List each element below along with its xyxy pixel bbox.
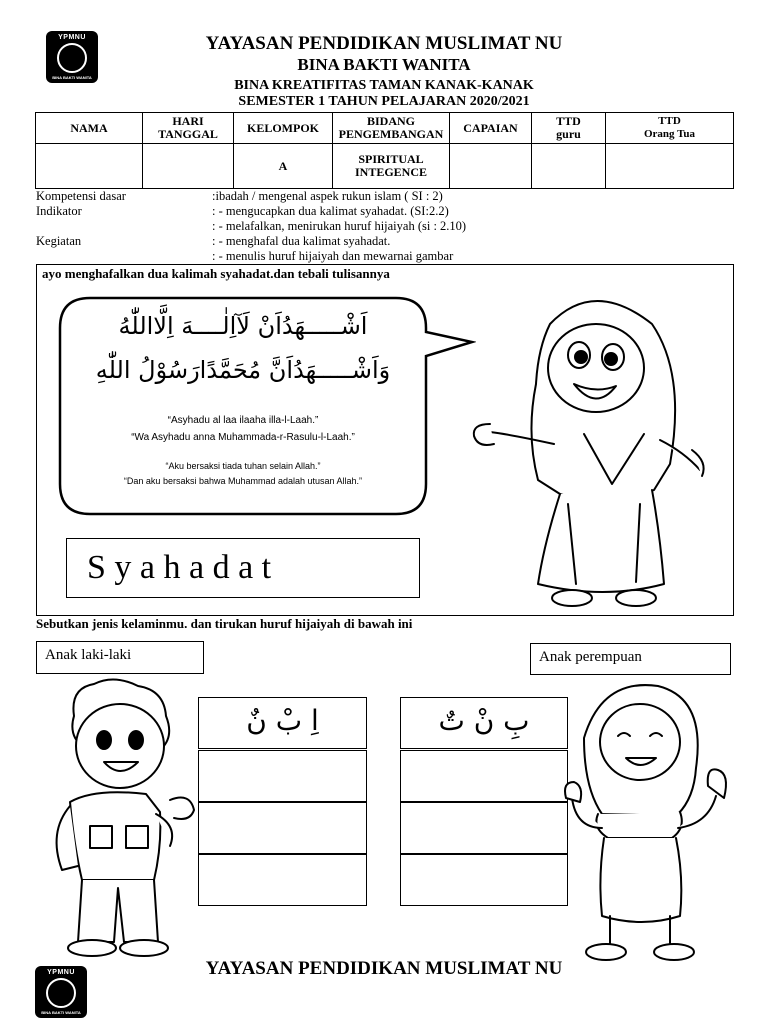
girl-illustration (562, 678, 734, 964)
boy-practice-box-2[interactable] (198, 802, 367, 854)
col-capaian: CAPAIAN (450, 113, 532, 144)
boy-illustration (34, 676, 196, 958)
kompetensi-value: :ibadah / mengenal aspek rukun islam ( SI : 2) (212, 189, 443, 203)
arabic-syahadat-2: وَاَشْـــــهَدُاَنَّ مُحَمَّدًارَسُوْلُ اللّٰهِ (95, 356, 391, 384)
col-ttd-label: TTD (556, 114, 581, 128)
institution-title: BINA BAKTI WANITA (297, 55, 471, 74)
foundation-title: YAYASAN PENDIDIKAN MUSLIMAT NU (205, 33, 563, 54)
cell-hari-tanggal[interactable] (143, 144, 234, 189)
col-ttd-ortu-label: TTD (658, 115, 681, 127)
bidang-value-2: INTEGENCE (354, 165, 428, 179)
bidang-value-1: SPIRITUAL (358, 152, 424, 166)
arabic-bintun: بِ نْ تٌ (438, 704, 530, 737)
meaning-syahadat-2: “Dan aku bersaksi bahwa Muhammad adalah utusan Allah.” (123, 476, 363, 486)
col-tanggal-label: TANGGAL (158, 127, 218, 141)
col-ttd-ortu (606, 113, 734, 144)
arabic-ibnun-box (198, 697, 367, 749)
logo-text: YPMNU (58, 34, 86, 41)
col-kelompok: KELOMPOK (234, 113, 333, 144)
trace-word: S y a h a d a t (87, 549, 272, 586)
latin-syahadat-2: “Wa Asyhadu anna Muhammada-r-Rasulu-l-Laah.” (131, 432, 355, 443)
emblem-icon-footer (46, 978, 76, 1008)
kompetensi-label: Kompetensi dasar (36, 189, 126, 203)
trace-box[interactable] (66, 538, 420, 598)
col-bidang-label: BIDANG (366, 114, 415, 128)
arabic-syahadat-1: اَشْـــــهَدُاَنْ لَآاِلٰــــهَ اِلَّااللّٰهُ (118, 312, 368, 340)
school-title: BINA KREATIFITAS TAMAN KANAK-KANAK (234, 78, 534, 93)
student-info-table (35, 112, 734, 189)
cell-kelompok: A (234, 144, 333, 189)
girl-label: Anak perempuan (539, 649, 642, 665)
col-guru-label: guru (556, 127, 581, 141)
indikator-value-2: : - melafalkan, menirukan huruf hijaiyah (si : 2.10) (212, 219, 467, 233)
cell-ttd-guru[interactable] (532, 144, 606, 189)
meaning-syahadat-1: “Aku bersaksi tiada tuhan selain Allah.” (165, 461, 321, 471)
boy-practice-box-1[interactable] (198, 750, 367, 802)
girl-practice-box-1[interactable] (400, 750, 568, 802)
girl-label-box (530, 643, 731, 675)
cell-ttd-ortu[interactable] (606, 144, 734, 189)
col-orang-tua-label: Orang Tua (643, 128, 696, 140)
gender-instruction: Sebutkan jenis kelaminmu. dan tirukan huruf hijaiyah di bawah ini (36, 616, 413, 631)
arabic-bintun-box (400, 697, 568, 749)
indikator-label: Indikator (36, 204, 82, 218)
girl-practice-box-3[interactable] (400, 854, 568, 906)
girl-hijab-illustration (464, 284, 710, 612)
kegiatan-value-2: : - menulis huruf hijaiyah dan mewarnai gambar (212, 249, 454, 263)
competency-info (36, 189, 736, 264)
logo-subtext: BINA BAKTI WANITA (52, 75, 92, 80)
col-ttd-guru (532, 113, 606, 144)
arabic-ibnun: اِ بْ نٌ (246, 704, 319, 737)
girl-practice-box-2[interactable] (400, 802, 568, 854)
kegiatan-value-1: : - menghafal dua kalimat syahadat. (212, 234, 391, 248)
logo-subtext-footer: BINA BAKTI WANITA (41, 1010, 81, 1015)
col-pengembangan-label: PENGEMBANGAN (338, 127, 444, 141)
cell-bidang (333, 144, 450, 189)
boy-practice-box-3[interactable] (198, 854, 367, 906)
syahadat-instruction: ayo menghafalkan dua kalimah syahadat.dan tebali tulisannya (42, 266, 390, 281)
kegiatan-label: Kegiatan (36, 234, 82, 248)
footer-title: YAYASAN PENDIDIKAN MUSLIMAT NU (205, 958, 563, 979)
logo-text-footer: YPMNU (47, 969, 75, 976)
boy-label: Anak laki-laki (45, 647, 132, 663)
col-hari-tanggal (143, 113, 234, 144)
col-bidang (333, 113, 450, 144)
col-hari-label: HARI (172, 114, 204, 128)
cell-capaian[interactable] (450, 144, 532, 189)
semester-title: SEMESTER 1 TAHUN PELAJARAN 2020/2021 (238, 94, 530, 109)
indikator-value-1: : - mengucapkan dua kalimat syahadat. (SI:2.2) (212, 204, 449, 218)
col-nama: NAMA (36, 113, 143, 144)
cell-nama[interactable] (36, 144, 143, 189)
latin-syahadat-1: “Asyhadu al laa ilaaha illa-l-Laah.” (167, 415, 319, 426)
boy-label-box (36, 641, 204, 674)
